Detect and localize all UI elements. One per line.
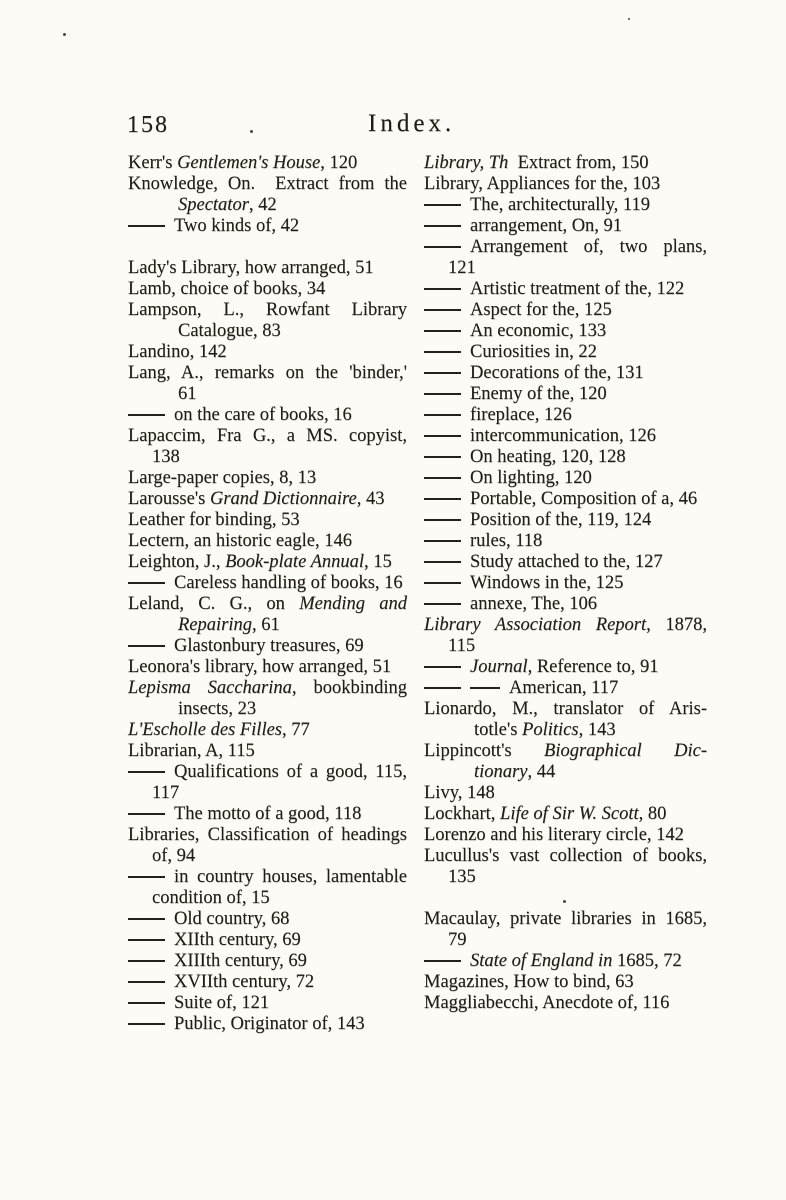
index-entry-line bbox=[424, 174, 707, 195]
ditto-dash bbox=[424, 414, 461, 416]
index-entry-line bbox=[128, 636, 407, 657]
entry-text: 135 bbox=[448, 867, 476, 887]
entry-text: Librarian, A, 115 bbox=[128, 741, 255, 761]
index-entry-line bbox=[424, 825, 707, 846]
entry-text: Extract from, 150 bbox=[508, 153, 649, 173]
index-entry-line bbox=[128, 363, 407, 384]
index-entry-line bbox=[424, 972, 707, 993]
entry-text: 121 bbox=[448, 258, 476, 278]
index-entry-line bbox=[424, 993, 707, 1014]
ditto-dash bbox=[128, 582, 165, 584]
entry-text: Maggliabecchi, Anecdote of, 116 bbox=[424, 993, 670, 1013]
index-entry-line bbox=[424, 531, 707, 552]
entry-text: , Reference to, 91 bbox=[527, 657, 659, 677]
entry-text: intercommunication, 126 bbox=[470, 426, 656, 446]
entry-text: Mending and bbox=[299, 594, 407, 614]
index-entry-line bbox=[424, 363, 707, 384]
ditto-dash bbox=[128, 918, 165, 920]
entry-text: fireplace, 126 bbox=[470, 405, 572, 425]
index-entry-line bbox=[424, 216, 707, 237]
entry-text: , 15 bbox=[364, 552, 392, 572]
entry-text: Lionardo, M., translator of Aris- bbox=[424, 699, 707, 719]
entry-text: XVIIth century, 72 bbox=[174, 972, 315, 992]
index-entry-line bbox=[424, 447, 707, 468]
entry-text: of, 94 bbox=[152, 846, 196, 866]
entry-text: Lang, A., remarks on the 'binder,' bbox=[128, 363, 407, 383]
index-entry-line bbox=[128, 447, 407, 468]
index-entry-line bbox=[424, 384, 707, 405]
ditto-dash bbox=[424, 561, 461, 563]
index-entry-line bbox=[128, 342, 407, 363]
entry-text: Repairing bbox=[178, 615, 252, 635]
ditto-dash bbox=[424, 582, 461, 584]
entry-text: Knowledge, On. Extract from the bbox=[128, 174, 407, 194]
index-entry-line bbox=[128, 720, 407, 741]
index-entry-line bbox=[424, 594, 707, 615]
index-entry-line bbox=[128, 321, 407, 342]
index-entry-line bbox=[424, 951, 707, 972]
scan-speck bbox=[250, 130, 253, 133]
index-entry-line bbox=[128, 552, 407, 573]
entry-text: , 1878, bbox=[646, 615, 708, 635]
ditto-dash bbox=[128, 960, 165, 962]
entry-text: Kerr's bbox=[128, 153, 178, 173]
index-entry-line bbox=[128, 699, 407, 720]
index-entry-line bbox=[128, 846, 407, 867]
ditto-dash bbox=[424, 309, 461, 311]
ditto-dash bbox=[128, 1002, 165, 1004]
entry-text: Spectator bbox=[178, 195, 249, 215]
index-entry-line bbox=[128, 531, 407, 552]
index-entry-line bbox=[424, 237, 707, 258]
entry-text: Biographical Dic- bbox=[544, 741, 707, 761]
entry-text: Lamb, choice of books, 34 bbox=[128, 279, 326, 299]
index-entry-line bbox=[128, 468, 407, 489]
entry-text: Libraries, Classification of headings bbox=[128, 825, 407, 845]
entry-text: 1685, 72 bbox=[612, 951, 682, 971]
entry-text: Lapaccim, Fra G., a MS. copyist, bbox=[128, 426, 407, 446]
index-entry-line bbox=[128, 426, 407, 447]
entry-text: Grand Dictionnaire bbox=[209, 489, 357, 509]
index-entry-line bbox=[128, 930, 407, 951]
ditto-dash bbox=[424, 540, 461, 542]
entry-text: On heating, 120, 128 bbox=[470, 447, 626, 467]
entry-text: condition of, 15 bbox=[152, 888, 270, 908]
entry-text: An economic, 133 bbox=[470, 321, 607, 341]
entry-text: XIIIth century, 69 bbox=[174, 951, 307, 971]
index-entry-line bbox=[128, 888, 407, 909]
index-entry-line bbox=[424, 510, 707, 531]
entry-text: 79 bbox=[448, 930, 467, 950]
entry-text: 61 bbox=[178, 384, 197, 404]
ditto-dash bbox=[424, 960, 461, 962]
index-entry-line bbox=[424, 783, 707, 804]
entry-text: Landino, 142 bbox=[128, 342, 227, 362]
entry-text: Enemy of the, 120 bbox=[470, 384, 607, 404]
index-entry-line bbox=[128, 909, 407, 930]
entry-text: , bookbinding bbox=[291, 678, 407, 698]
ditto-dash bbox=[424, 204, 461, 206]
entry-text: Politics bbox=[522, 720, 579, 740]
index-entry-line bbox=[424, 678, 707, 699]
index-entry-line bbox=[128, 573, 407, 594]
entry-text: Lectern, an historic eagle, 146 bbox=[128, 531, 352, 551]
ditto-dash bbox=[424, 477, 461, 479]
index-entry-line bbox=[424, 300, 707, 321]
entry-text: tionary bbox=[474, 762, 528, 782]
index-entry-line bbox=[424, 699, 707, 720]
entry-text: , 43 bbox=[356, 489, 385, 509]
index-entry-line bbox=[424, 846, 707, 867]
entry-text: on the care of books, 16 bbox=[174, 405, 352, 425]
ditto-dash bbox=[424, 288, 461, 290]
entry-text: arrangement, On, 91 bbox=[470, 216, 623, 236]
entry-text: Gentlemen's House bbox=[177, 153, 321, 173]
entry-text: Library, Th bbox=[424, 153, 509, 173]
entry-text: State of England in bbox=[470, 951, 613, 971]
index-entry-line bbox=[424, 741, 707, 762]
entry-text: Lepisma Saccharina bbox=[128, 678, 292, 698]
ditto-dash bbox=[128, 939, 165, 941]
entry-text: Life of Sir W. Scott bbox=[500, 804, 639, 824]
ditto-dash bbox=[424, 603, 461, 605]
index-entry-line bbox=[424, 909, 707, 930]
ditto-dash bbox=[424, 435, 461, 437]
index-entry-line bbox=[424, 573, 707, 594]
entry-text: Lorenzo and his literary circle, 142 bbox=[424, 825, 684, 845]
entry-text: Large-paper copies, 8, 13 bbox=[128, 468, 317, 488]
ditto-dash bbox=[470, 687, 500, 689]
entry-text: Curiosities in, 22 bbox=[470, 342, 597, 362]
entry-text: Leland, C. G., on bbox=[128, 594, 300, 614]
index-entry-line bbox=[128, 615, 407, 636]
ditto-dash bbox=[424, 372, 461, 374]
ditto-dash bbox=[424, 498, 461, 500]
index-entry-line bbox=[128, 993, 407, 1014]
index-entry-line bbox=[128, 741, 407, 762]
entry-text: , 80 bbox=[638, 804, 667, 824]
entry-text: Careless handling of books, 16 bbox=[174, 573, 403, 593]
ditto-dash bbox=[424, 351, 461, 353]
entry-text: American, 117 bbox=[509, 678, 619, 698]
entry-gap bbox=[128, 237, 407, 258]
entry-text: Livy, 148 bbox=[424, 783, 495, 803]
entry-text: annexe, The, 106 bbox=[470, 594, 598, 614]
ditto-dash bbox=[128, 225, 165, 227]
index-entry-line bbox=[424, 930, 707, 951]
index-entry-line bbox=[424, 615, 707, 636]
index-entry-line bbox=[128, 153, 407, 174]
entry-text: totle's bbox=[474, 720, 523, 740]
index-entry-line bbox=[424, 867, 707, 888]
entry-text: Arrangement of, two plans, bbox=[470, 237, 707, 257]
entry-text: Lockhart, bbox=[424, 804, 501, 824]
ditto-dash bbox=[424, 393, 461, 395]
index-entry-line bbox=[128, 216, 407, 237]
entry-text: Artistic treatment of the, 122 bbox=[470, 279, 685, 299]
index-entry-line bbox=[424, 405, 707, 426]
entry-text: 138 bbox=[152, 447, 180, 467]
index-entry-line bbox=[128, 678, 407, 699]
entry-text: rules, 118 bbox=[470, 531, 543, 551]
index-entry-line bbox=[128, 195, 407, 216]
entry-text: Old country, 68 bbox=[174, 909, 290, 929]
entry-text: Lady's Library, how arranged, 51 bbox=[128, 258, 374, 278]
entry-text: Decorations of the, 131 bbox=[470, 363, 644, 383]
entry-text: Lippincott's bbox=[424, 741, 545, 761]
entry-text: Catalogue, 83 bbox=[178, 321, 281, 341]
ditto-dash bbox=[128, 813, 165, 815]
entry-text: Aspect for the, 125 bbox=[470, 300, 612, 320]
index-entry-line bbox=[128, 951, 407, 972]
entry-text: XIIth century, 69 bbox=[174, 930, 301, 950]
entry-text: Journal bbox=[470, 657, 528, 677]
entry-text: , 77 bbox=[282, 720, 310, 740]
entry-text: Lampson, L., Rowfant Library bbox=[128, 300, 407, 320]
entry-gap bbox=[424, 888, 707, 909]
index-entry-line bbox=[128, 510, 407, 531]
ditto-dash bbox=[128, 414, 165, 416]
index-entry-line bbox=[424, 489, 707, 510]
entry-text: in country houses, lamentable bbox=[174, 867, 407, 887]
entry-text: Portable, Composition of a, 46 bbox=[470, 489, 698, 509]
index-entry-line bbox=[424, 321, 707, 342]
index-entry-line bbox=[128, 1014, 407, 1035]
index-entry-line bbox=[424, 342, 707, 363]
page-title: Index. bbox=[368, 110, 456, 137]
index-entry-line bbox=[128, 972, 407, 993]
entry-text: L'Escholle des Filles bbox=[128, 720, 282, 740]
index-column-left bbox=[128, 153, 407, 1035]
entry-text: 115 bbox=[448, 636, 476, 656]
index-entry-line bbox=[128, 825, 407, 846]
ditto-dash bbox=[424, 330, 461, 332]
index-entry-line bbox=[128, 867, 407, 888]
ditto-dash bbox=[128, 876, 165, 878]
entry-text: , 42 bbox=[248, 195, 277, 215]
index-entry-line bbox=[424, 657, 707, 678]
ditto-dash bbox=[128, 981, 165, 983]
entry-text: Library, Appliances for the, 103 bbox=[424, 174, 661, 194]
ditto-dash bbox=[128, 771, 165, 773]
index-entry-line bbox=[128, 489, 407, 510]
index-entry-line bbox=[128, 804, 407, 825]
entry-text: On lighting, 120 bbox=[470, 468, 592, 488]
entry-text: Larousse's bbox=[128, 489, 210, 509]
entry-text: Two kinds of, 42 bbox=[174, 216, 300, 236]
entry-text: Book-plate Annual bbox=[225, 552, 365, 572]
entry-text: Study attached to the, 127 bbox=[470, 552, 663, 572]
entry-text: 117 bbox=[152, 783, 180, 803]
entry-text: Lucullus's vast collection of books, bbox=[424, 846, 707, 866]
ditto-dash bbox=[128, 645, 165, 647]
index-entry-line bbox=[424, 552, 707, 573]
index-entry-line bbox=[424, 762, 707, 783]
ditto-dash bbox=[424, 666, 461, 668]
entry-text: Library Association Report bbox=[424, 615, 647, 635]
index-entry-line bbox=[424, 258, 707, 279]
index-entry-line bbox=[128, 594, 407, 615]
ditto-dash bbox=[424, 519, 461, 521]
entry-text: Leighton, J., bbox=[128, 552, 226, 572]
index-entry-line bbox=[128, 384, 407, 405]
entry-text: Position of the, 119, 124 bbox=[470, 510, 652, 530]
entry-text: , 120 bbox=[320, 153, 358, 173]
index-entry-line bbox=[128, 300, 407, 321]
ditto-dash bbox=[424, 687, 461, 689]
index-entry-line bbox=[424, 426, 707, 447]
index-entry-line bbox=[128, 258, 407, 279]
scan-speck bbox=[63, 33, 66, 36]
ditto-dash bbox=[424, 456, 461, 458]
entry-text: , 61 bbox=[252, 615, 280, 635]
entry-text: Glastonbury treasures, 69 bbox=[174, 636, 364, 656]
index-entry-line bbox=[424, 468, 707, 489]
index-entry-line bbox=[128, 783, 407, 804]
index-column-right bbox=[424, 153, 707, 1014]
entry-text: Magazines, How to bind, 63 bbox=[424, 972, 634, 992]
index-entry-line bbox=[128, 405, 407, 426]
page-number: 158 bbox=[127, 112, 169, 138]
index-entry-line bbox=[424, 720, 707, 741]
index-entry-line bbox=[424, 195, 707, 216]
index-entry-line bbox=[128, 279, 407, 300]
scan-speck bbox=[563, 900, 566, 903]
index-entry-line bbox=[128, 174, 407, 195]
entry-text: The motto of a good, 118 bbox=[174, 804, 362, 824]
entry-text: The, architecturally, 119 bbox=[470, 195, 650, 215]
ditto-dash bbox=[128, 1023, 165, 1025]
entry-text: Qualifications of a good, 115, bbox=[174, 762, 407, 782]
index-entry-line bbox=[424, 636, 707, 657]
index-entry-line bbox=[424, 804, 707, 825]
entry-text: , 143 bbox=[578, 720, 616, 740]
index-entry-line bbox=[424, 279, 707, 300]
entry-text: , 44 bbox=[527, 762, 556, 782]
entry-text: Public, Originator of, 143 bbox=[174, 1014, 365, 1034]
index-entry-line bbox=[424, 153, 707, 174]
scan-speck bbox=[628, 18, 630, 20]
entry-text: Windows in the, 125 bbox=[470, 573, 624, 593]
ditto-dash bbox=[424, 246, 461, 248]
entry-text: insects, 23 bbox=[178, 699, 257, 719]
index-entry-line bbox=[128, 657, 407, 678]
entry-text: Leonora's library, how arranged, 51 bbox=[128, 657, 392, 677]
ditto-dash bbox=[424, 225, 461, 227]
entry-text: Suite of, 121 bbox=[174, 993, 270, 1013]
entry-text: Leather for binding, 53 bbox=[128, 510, 300, 530]
entry-text: Macaulay, private libraries in 1685, bbox=[424, 909, 707, 929]
index-entry-line bbox=[128, 762, 407, 783]
